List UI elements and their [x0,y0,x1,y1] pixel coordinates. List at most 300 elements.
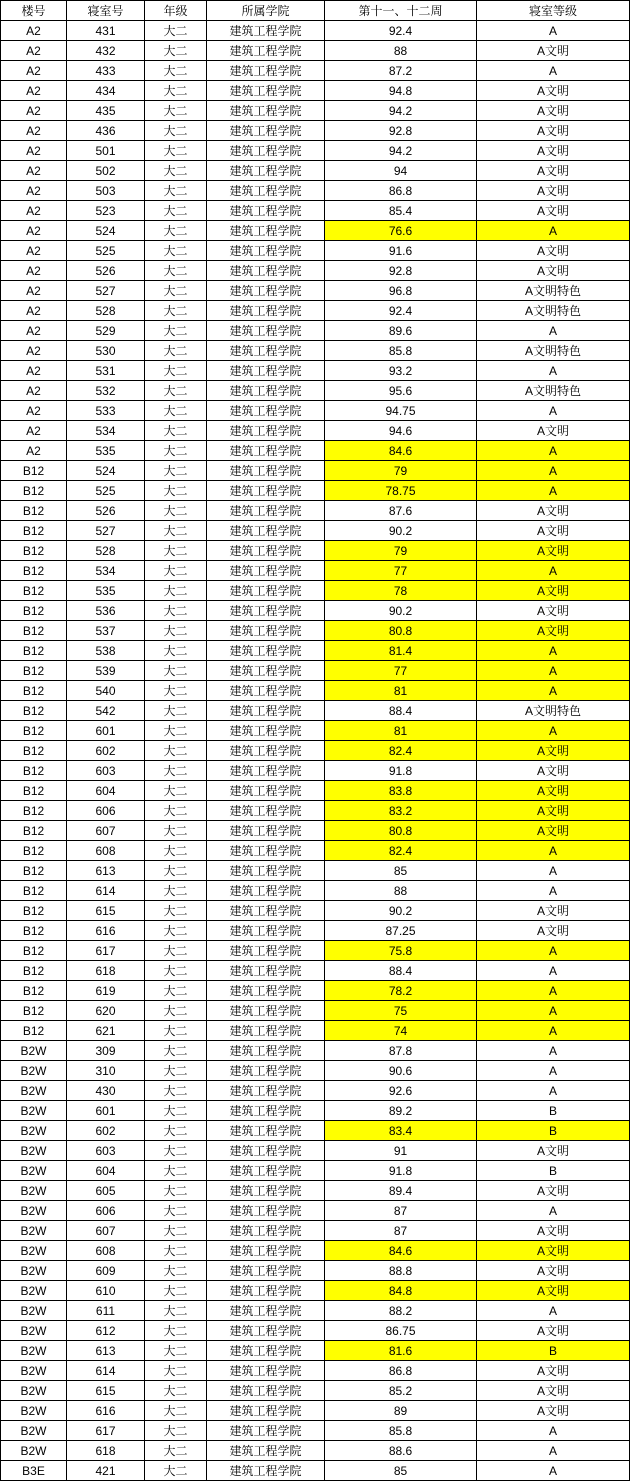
cell-room: 523 [67,201,145,221]
cell-grade: 大二 [145,1421,207,1441]
cell-week-score: 81.4 [325,641,477,661]
cell-room: 433 [67,61,145,81]
cell-room: 527 [67,281,145,301]
table-row [1,121,630,141]
cell-week-score: 91.6 [325,241,477,261]
cell-college: 建筑工程学院 [207,1261,325,1281]
cell-week-score: 75 [325,1001,477,1021]
cell-building: B12 [1,901,67,921]
table-row [1,1401,630,1421]
table-row [1,1001,630,1021]
cell-level: A文明 [477,1141,630,1161]
cell-grade: 大二 [145,261,207,281]
table-row [1,1421,630,1441]
cell-level: A文明 [477,501,630,521]
cell-room: 621 [67,1021,145,1041]
cell-grade: 大二 [145,81,207,101]
cell-week-score: 94.2 [325,141,477,161]
cell-room: 611 [67,1301,145,1321]
table-row [1,101,630,121]
table-row [1,761,630,781]
cell-week-score: 94.2 [325,101,477,121]
cell-week-score: 85.4 [325,201,477,221]
cell-building: A2 [1,101,67,121]
cell-grade: 大二 [145,361,207,381]
cell-college: 建筑工程学院 [207,1161,325,1181]
cell-grade: 大二 [145,581,207,601]
table-row [1,841,630,861]
cell-room: 421 [67,1461,145,1481]
cell-room: 617 [67,1421,145,1441]
cell-building: B12 [1,481,67,501]
cell-room: 607 [67,821,145,841]
cell-grade: 大二 [145,381,207,401]
column-header-building: 楼号 [1,1,67,21]
cell-building: A2 [1,141,67,161]
cell-week-score: 88 [325,881,477,901]
cell-grade: 大二 [145,461,207,481]
table-row [1,301,630,321]
cell-week-score: 90.6 [325,1061,477,1081]
cell-level: A文明 [477,821,630,841]
cell-week-score: 85 [325,861,477,881]
cell-grade: 大二 [145,1141,207,1161]
cell-building: B12 [1,461,67,481]
cell-building: B12 [1,881,67,901]
cell-grade: 大二 [145,1361,207,1381]
cell-level: A [477,1041,630,1061]
cell-building: B12 [1,701,67,721]
cell-college: 建筑工程学院 [207,381,325,401]
cell-week-score: 77 [325,561,477,581]
cell-college: 建筑工程学院 [207,1001,325,1021]
table-row [1,41,630,61]
cell-grade: 大二 [145,41,207,61]
table-row [1,581,630,601]
cell-room: 529 [67,321,145,341]
cell-week-score: 84.8 [325,1281,477,1301]
cell-grade: 大二 [145,321,207,341]
table-row [1,701,630,721]
cell-college: 建筑工程学院 [207,541,325,561]
cell-building: B2W [1,1421,67,1441]
cell-building: B2W [1,1181,67,1201]
cell-building: A2 [1,201,67,221]
cell-week-score: 94.75 [325,401,477,421]
table-row [1,1341,630,1361]
cell-college: 建筑工程学院 [207,581,325,601]
cell-college: 建筑工程学院 [207,1141,325,1161]
cell-week-score: 92.6 [325,1081,477,1101]
table-row [1,501,630,521]
cell-room: 614 [67,1361,145,1381]
cell-week-score: 87 [325,1201,477,1221]
cell-college: 建筑工程学院 [207,141,325,161]
cell-level: A文明特色 [477,381,630,401]
cell-building: B12 [1,721,67,741]
cell-level: A [477,681,630,701]
cell-room: 620 [67,1001,145,1021]
cell-grade: 大二 [145,741,207,761]
cell-week-score: 90.2 [325,601,477,621]
cell-week-score: 82.4 [325,841,477,861]
cell-week-score: 86.8 [325,1361,477,1381]
cell-week-score: 85.8 [325,341,477,361]
cell-week-score: 76.6 [325,221,477,241]
cell-room: 435 [67,101,145,121]
cell-week-score: 78 [325,581,477,601]
table-row [1,81,630,101]
cell-room: 536 [67,601,145,621]
cell-grade: 大二 [145,881,207,901]
cell-college: 建筑工程学院 [207,921,325,941]
cell-grade: 大二 [145,861,207,881]
cell-building: B2W [1,1401,67,1421]
cell-building: A2 [1,401,67,421]
cell-college: 建筑工程学院 [207,981,325,1001]
cell-building: B2W [1,1321,67,1341]
cell-college: 建筑工程学院 [207,1381,325,1401]
cell-room: 532 [67,381,145,401]
cell-room: 431 [67,21,145,41]
cell-room: 615 [67,1381,145,1401]
table-row [1,141,630,161]
cell-grade: 大二 [145,541,207,561]
cell-building: A2 [1,321,67,341]
cell-building: B12 [1,541,67,561]
cell-level: A文明 [477,1221,630,1241]
table-row [1,221,630,241]
table-row [1,1081,630,1101]
cell-college: 建筑工程学院 [207,1441,325,1461]
cell-week-score: 92.8 [325,261,477,281]
cell-grade: 大二 [145,481,207,501]
cell-building: B12 [1,841,67,861]
cell-level: A [477,1201,630,1221]
cell-room: 602 [67,741,145,761]
cell-building: A2 [1,361,67,381]
cell-grade: 大二 [145,701,207,721]
cell-week-score: 88.8 [325,1261,477,1281]
cell-college: 建筑工程学院 [207,1081,325,1101]
cell-college: 建筑工程学院 [207,341,325,361]
cell-level: A文明 [477,741,630,761]
table-row [1,1061,630,1081]
table-row [1,1021,630,1041]
cell-week-score: 82.4 [325,741,477,761]
cell-week-score: 85.8 [325,1421,477,1441]
cell-week-score: 81 [325,681,477,701]
cell-grade: 大二 [145,201,207,221]
table-row [1,941,630,961]
cell-grade: 大二 [145,121,207,141]
cell-level: A [477,1441,630,1461]
cell-level: A [477,221,630,241]
cell-building: B2W [1,1261,67,1281]
cell-building: B12 [1,761,67,781]
cell-level: A文明 [477,161,630,181]
cell-room: 436 [67,121,145,141]
cell-grade: 大二 [145,301,207,321]
cell-room: 310 [67,1061,145,1081]
cell-grade: 大二 [145,801,207,821]
cell-college: 建筑工程学院 [207,1341,325,1361]
cell-college: 建筑工程学院 [207,821,325,841]
cell-level: A [477,641,630,661]
cell-room: 527 [67,521,145,541]
cell-building: B12 [1,1001,67,1021]
cell-college: 建筑工程学院 [207,601,325,621]
cell-grade: 大二 [145,1261,207,1281]
table-row [1,861,630,881]
cell-level: A文明 [477,1381,630,1401]
cell-level: A文明 [477,521,630,541]
cell-grade: 大二 [145,681,207,701]
table-row [1,921,630,941]
cell-college: 建筑工程学院 [207,561,325,581]
cell-grade: 大二 [145,1061,207,1081]
cell-college: 建筑工程学院 [207,321,325,341]
cell-college: 建筑工程学院 [207,1361,325,1381]
cell-grade: 大二 [145,1021,207,1041]
cell-room: 528 [67,301,145,321]
cell-week-score: 94 [325,161,477,181]
cell-grade: 大二 [145,561,207,581]
cell-grade: 大二 [145,1201,207,1221]
cell-college: 建筑工程学院 [207,1421,325,1441]
cell-level: A [477,561,630,581]
cell-room: 618 [67,1441,145,1461]
cell-room: 604 [67,781,145,801]
cell-room: 502 [67,161,145,181]
column-header-week-score: 第十一、十二周 [325,1,477,21]
cell-level: A文明 [477,141,630,161]
cell-week-score: 96.8 [325,281,477,301]
table-row [1,601,630,621]
cell-level: A文明 [477,201,630,221]
cell-room: 608 [67,841,145,861]
table-row [1,881,630,901]
cell-college: 建筑工程学院 [207,41,325,61]
column-header-grade: 年级 [145,1,207,21]
cell-level: A文明 [477,541,630,561]
cell-week-score: 93.2 [325,361,477,381]
cell-level: A [477,861,630,881]
cell-room: 526 [67,501,145,521]
cell-level: A [477,941,630,961]
table-row [1,721,630,741]
cell-grade: 大二 [145,1401,207,1421]
cell-building: A2 [1,41,67,61]
cell-grade: 大二 [145,941,207,961]
cell-room: 609 [67,1261,145,1281]
cell-room: 538 [67,641,145,661]
cell-building: A2 [1,301,67,321]
cell-grade: 大二 [145,221,207,241]
cell-room: 607 [67,1221,145,1241]
cell-room: 530 [67,341,145,361]
cell-week-score: 81 [325,721,477,741]
cell-level: A [477,721,630,741]
table-row [1,821,630,841]
cell-week-score: 85 [325,1461,477,1481]
cell-building: A2 [1,121,67,141]
cell-college: 建筑工程学院 [207,1241,325,1261]
cell-grade: 大二 [145,661,207,681]
cell-level: A文明 [477,581,630,601]
table-row [1,781,630,801]
cell-college: 建筑工程学院 [207,241,325,261]
cell-room: 535 [67,581,145,601]
cell-building: B2W [1,1341,67,1361]
table-row [1,161,630,181]
cell-grade: 大二 [145,1241,207,1261]
cell-level: B [477,1121,630,1141]
cell-grade: 大二 [145,601,207,621]
table-row [1,1361,630,1381]
cell-grade: 大二 [145,1281,207,1301]
cell-week-score: 92.4 [325,301,477,321]
cell-week-score: 90.2 [325,521,477,541]
cell-grade: 大二 [145,961,207,981]
cell-week-score: 87 [325,1221,477,1241]
cell-grade: 大二 [145,621,207,641]
cell-level: A文明 [477,781,630,801]
cell-building: B12 [1,521,67,541]
cell-grade: 大二 [145,1221,207,1241]
table-row [1,1301,630,1321]
cell-level: A [477,961,630,981]
table-row [1,341,630,361]
table-row [1,1261,630,1281]
cell-week-score: 91 [325,1141,477,1161]
cell-college: 建筑工程学院 [207,1321,325,1341]
cell-college: 建筑工程学院 [207,1281,325,1301]
cell-week-score: 92.4 [325,21,477,41]
table-row [1,621,630,641]
cell-room: 604 [67,1161,145,1181]
cell-level: A [477,981,630,1001]
cell-grade: 大二 [145,901,207,921]
table-row [1,241,630,261]
cell-week-score: 87.2 [325,61,477,81]
cell-building: B2W [1,1361,67,1381]
cell-grade: 大二 [145,841,207,861]
table-row [1,1461,630,1481]
cell-room: 525 [67,481,145,501]
cell-level: A文明 [477,901,630,921]
cell-college: 建筑工程学院 [207,1401,325,1421]
cell-college: 建筑工程学院 [207,1041,325,1061]
cell-college: 建筑工程学院 [207,901,325,921]
cell-level: A文明 [477,421,630,441]
table-row [1,1321,630,1341]
cell-level: A [477,61,630,81]
cell-building: A2 [1,421,67,441]
cell-week-score: 88.2 [325,1301,477,1321]
cell-grade: 大二 [145,1321,207,1341]
cell-college: 建筑工程学院 [207,21,325,41]
cell-level: A文明 [477,1321,630,1341]
cell-room: 534 [67,421,145,441]
table-row [1,681,630,701]
cell-room: 602 [67,1121,145,1141]
cell-grade: 大二 [145,1161,207,1181]
cell-college: 建筑工程学院 [207,861,325,881]
cell-building: B12 [1,641,67,661]
cell-college: 建筑工程学院 [207,121,325,141]
cell-grade: 大二 [145,101,207,121]
cell-building: B12 [1,921,67,941]
cell-level: A [477,1021,630,1041]
cell-room: 503 [67,181,145,201]
cell-room: 539 [67,661,145,681]
cell-room: 616 [67,921,145,941]
cell-college: 建筑工程学院 [207,761,325,781]
cell-room: 601 [67,1101,145,1121]
cell-building: B12 [1,861,67,881]
cell-level: A [477,1421,630,1441]
cell-room: 525 [67,241,145,261]
cell-grade: 大二 [145,1301,207,1321]
cell-college: 建筑工程学院 [207,1201,325,1221]
cell-grade: 大二 [145,761,207,781]
cell-room: 606 [67,1201,145,1221]
cell-room: 528 [67,541,145,561]
cell-week-score: 86.8 [325,181,477,201]
cell-college: 建筑工程学院 [207,841,325,861]
cell-grade: 大二 [145,1121,207,1141]
cell-college: 建筑工程学院 [207,61,325,81]
cell-week-score: 89 [325,1401,477,1421]
cell-grade: 大二 [145,141,207,161]
table-row [1,181,630,201]
cell-building: B12 [1,781,67,801]
column-header-level: 寝室等级 [477,1,630,21]
cell-college: 建筑工程学院 [207,81,325,101]
cell-room: 606 [67,801,145,821]
table-row [1,1281,630,1301]
cell-level: A [477,841,630,861]
cell-college: 建筑工程学院 [207,1461,325,1481]
cell-grade: 大二 [145,1461,207,1481]
cell-grade: 大二 [145,1101,207,1121]
cell-grade: 大二 [145,1341,207,1361]
cell-grade: 大二 [145,161,207,181]
cell-building: B12 [1,561,67,581]
cell-room: 501 [67,141,145,161]
table-row [1,981,630,1001]
cell-week-score: 75.8 [325,941,477,961]
cell-college: 建筑工程学院 [207,501,325,521]
cell-room: 613 [67,861,145,881]
table-row [1,461,630,481]
cell-building: A2 [1,61,67,81]
cell-college: 建筑工程学院 [207,941,325,961]
cell-grade: 大二 [145,421,207,441]
cell-level: A [477,321,630,341]
cell-building: B2W [1,1081,67,1101]
cell-building: B3E [1,1461,67,1481]
cell-college: 建筑工程学院 [207,1021,325,1041]
cell-level: A文明 [477,1281,630,1301]
cell-level: A文明特色 [477,301,630,321]
cell-grade: 大二 [145,1381,207,1401]
cell-week-score: 91.8 [325,761,477,781]
cell-building: B2W [1,1441,67,1461]
cell-building: B12 [1,621,67,641]
table-row [1,661,630,681]
